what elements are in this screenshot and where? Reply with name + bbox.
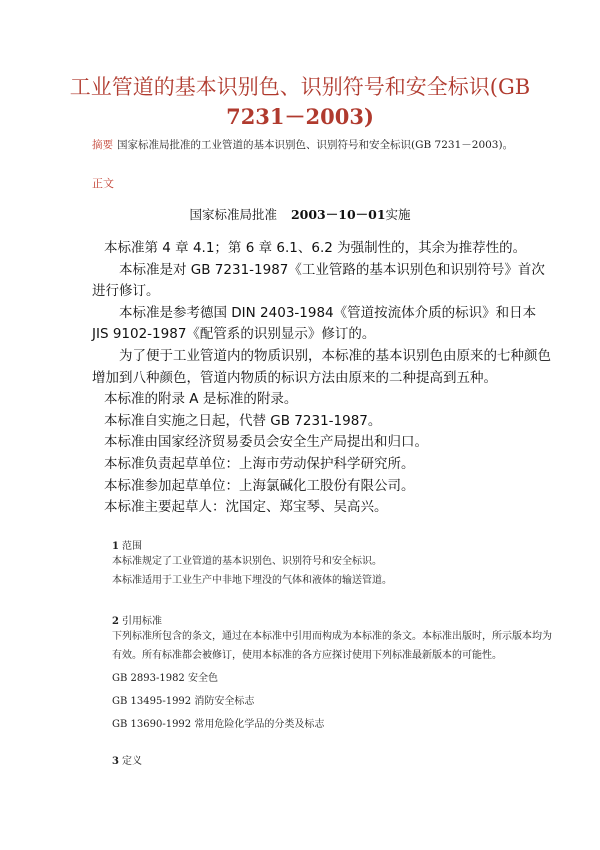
section-heading-scope: [112, 537, 142, 552]
section-heading-definitions: [112, 752, 142, 767]
abstract: [92, 138, 562, 152]
abstract-label: 摘要: [92, 139, 113, 151]
title-line-1: 工业管道的基本识别色、识别符号和安全标识(GB: [69, 75, 531, 99]
foreword-paragraph: 本标准主要起草人：沈国定、郑宝琴、吴高兴。: [104, 499, 388, 516]
reference-item: GB 13690-1992 常用危险化学品的分类及标志: [112, 719, 325, 730]
effective-date: 2003－10－01: [290, 207, 386, 222]
section-title: 引用标准: [121, 616, 162, 627]
section-number: 2: [112, 616, 119, 627]
section-line: 本标准规定了工业管道的基本识别色、识别符号和安全标识。: [112, 556, 382, 567]
section-scope-body: [112, 552, 557, 590]
foreword-paragraph: 本标准第 4 章 4.1；第 6 章 6.1、6.2 为强制性的，其余为推荐性的。: [104, 240, 527, 256]
foreword-paragraph: 本标准自实施之日起，代替 GB 7231-1987。: [104, 412, 382, 429]
issuer-name: 国家标准局批准: [189, 207, 277, 222]
section-title: 定义: [121, 756, 142, 767]
section-line: 下列标准所包含的条文，通过在本标准中引用而构成为本标准的条文。本标准出版时，所示版本均为有效。所有标准都会被修订，使用本标准的各方应探讨使用下列标准最新版本的可能性。: [112, 631, 552, 661]
section-line: 本标准适用于工业生产中非地下埋没的气体和液体的输送管道。: [112, 575, 392, 586]
foreword-paragraph: 为了便于工业管道内的物质识别，本标准的基本识别色由原来的七种颜色增加到八种颜色，管道内物质的标识方法由原来的二种提高到五种。: [92, 347, 551, 386]
section-references-body: [112, 627, 557, 734]
foreword-paragraph: 本标准是对 GB 7231-1987《工业管路的基本识别色和识别符号》首次进行修订。: [92, 261, 545, 300]
issuer-line: [0, 205, 600, 223]
document-title: [40, 72, 560, 132]
abstract-text: 国家标准局批准的工业管道的基本识别色、识别符号和安全标识(GB 7231－2003)。: [117, 139, 514, 151]
body-label: 正文: [92, 177, 114, 190]
issuer-suffix: 实施: [385, 207, 411, 222]
foreword: [92, 238, 552, 519]
foreword-paragraph: 本标准参加起草单位：上海氯碱化工股份有限公司。: [104, 477, 415, 494]
section-number: 3: [112, 756, 119, 767]
foreword-paragraph: 本标准负责起草单位：上海市劳动保护科学研究所。: [104, 455, 415, 472]
reference-item: GB 2893-1982 安全色: [112, 673, 218, 684]
title-line-2: 7231－2003): [226, 104, 374, 129]
section-number: 1: [112, 541, 119, 552]
section-title: 范围: [121, 541, 142, 552]
section-heading-references: [112, 612, 162, 627]
reference-item: GB 13495-1992 消防安全标志: [112, 696, 255, 707]
foreword-paragraph: 本标准的附录 A 是标准的附录。: [104, 391, 298, 408]
foreword-paragraph: 本标准是参考德国 DIN 2403-1984《管道按流体介质的标识》和日本 JIS 9102-1987《配管系的识别显示》修订的。: [92, 304, 537, 343]
foreword-paragraph: 本标准由国家经济贸易委员会安全生产局提出和归口。: [104, 434, 428, 451]
